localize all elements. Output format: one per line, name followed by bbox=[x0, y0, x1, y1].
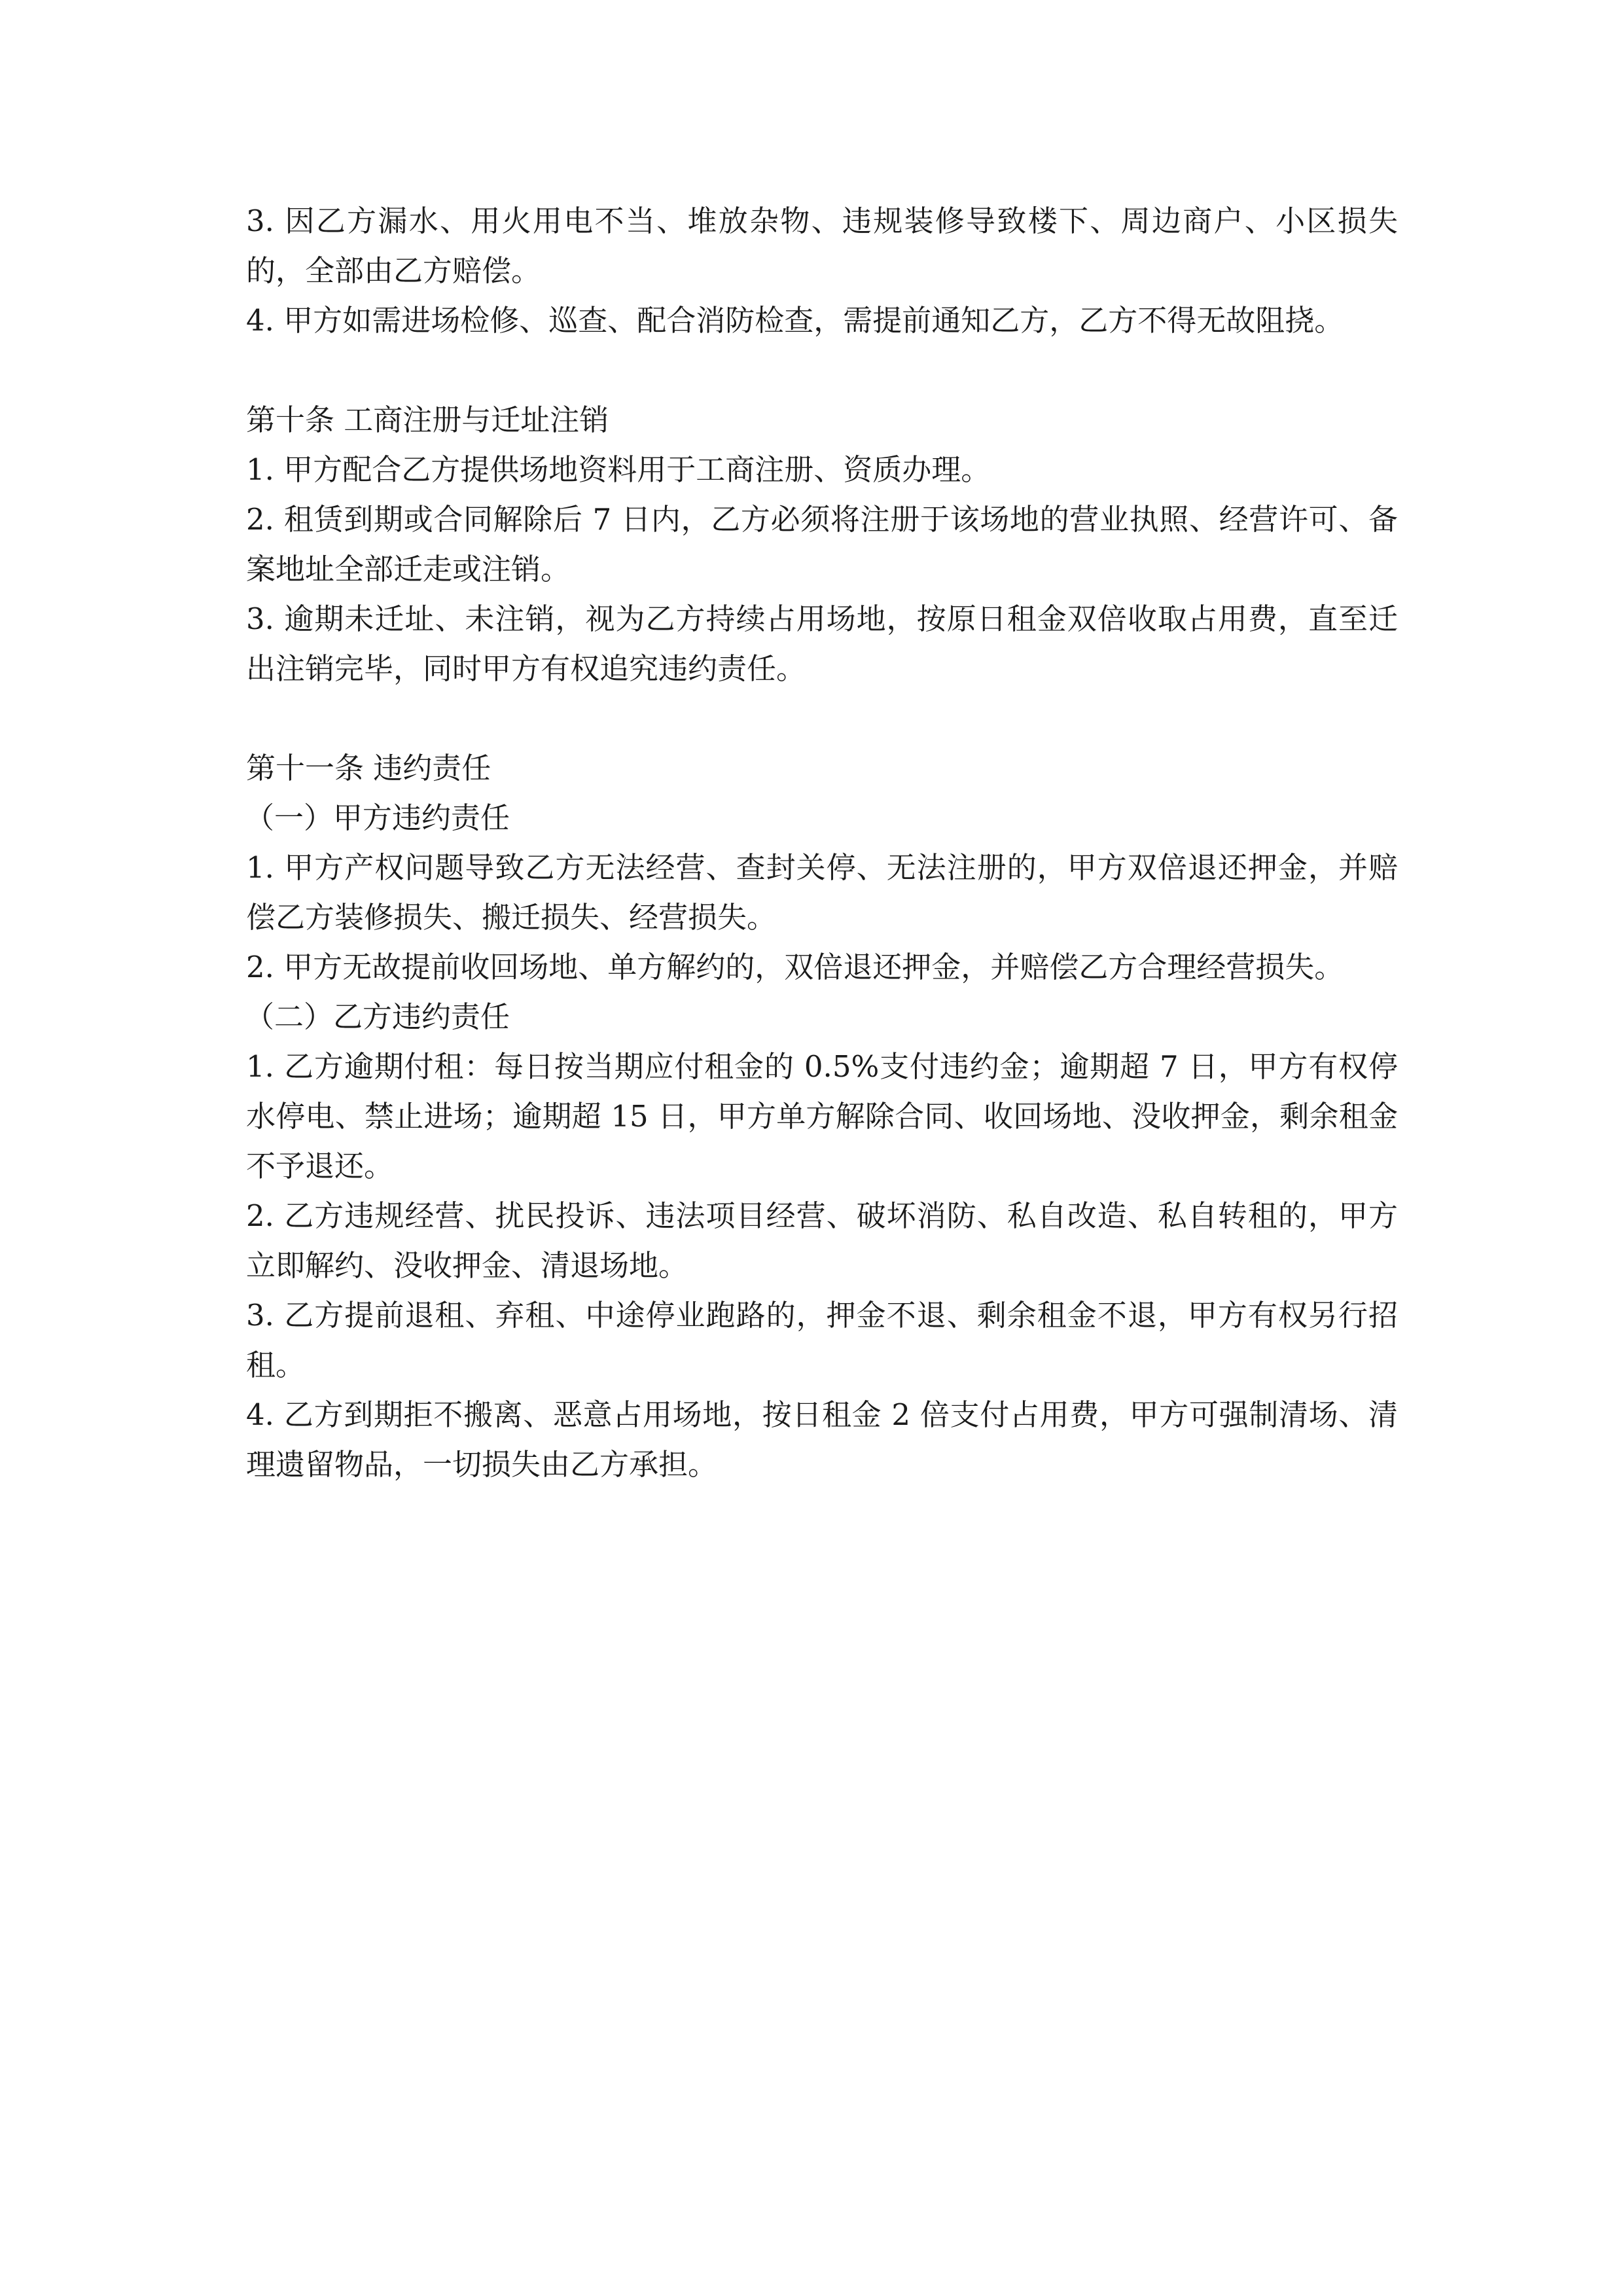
clause-paragraph: 1. 甲方配合乙方提供场地资料用于工商注册、资质办理。 bbox=[246, 452, 991, 487]
subsection-heading: （二）乙方违约责任 bbox=[245, 999, 510, 1034]
clause-paragraph: 3. 乙方提前退租、弃租、中途停业跑路的，押金不退、剩余租金不退，甲方有权另行招租。 bbox=[246, 1298, 1398, 1382]
contract-body bbox=[246, 196, 1398, 1490]
clause-paragraph: 2. 甲方无故提前收回场地、单方解约的，双倍退还押金，并赔偿乙方合理经营损失。 bbox=[246, 950, 1344, 984]
subsection-heading: （一）甲方违约责任 bbox=[245, 800, 510, 835]
clause-paragraph: 2. 租赁到期或合同解除后 7 日内，乙方必须将注册于该场地的营业执照、经营许可、备案地址全部迁走或注销。 bbox=[246, 502, 1398, 586]
clause-paragraph: 2. 乙方违规经营、扰民投诉、违法项目经营、破坏消防、私自改造、私自转租的，甲方立即解约、没收押金、清退场地。 bbox=[246, 1198, 1398, 1283]
clause-paragraph: 3. 逾期未迁址、未注销，视为乙方持续占用场地，按原日租金双倍收取占用费，直至迁出注销完毕，同时甲方有权追究违约责任。 bbox=[246, 601, 1398, 686]
clause-paragraph: 3. 因乙方漏水、用火用电不当、堆放杂物、违规装修导致楼下、周边商户、小区损失的，全部由乙方赔偿。 bbox=[246, 204, 1398, 288]
section-heading: 第十条 工商注册与迁址注销 bbox=[246, 403, 609, 437]
clause-paragraph: 4. 乙方到期拒不搬离、恶意占用场地，按日租金 2 倍支付占用费，甲方可强制清场、清理遗留物品，一切损失由乙方承担。 bbox=[246, 1397, 1398, 1482]
clause-paragraph: 4. 甲方如需进场检修、巡查、配合消防检查，需提前通知乙方，乙方不得无故阻挠。 bbox=[246, 303, 1344, 338]
clause-paragraph: 1. 甲方产权问题导致乙方无法经营、查封关停、无法注册的，甲方双倍退还押金，并赔偿乙方装修损失、搬迁损失、经营损失。 bbox=[246, 850, 1398, 935]
section-heading: 第十一条 违约责任 bbox=[246, 751, 491, 785]
clause-paragraph: 1. 乙方逾期付租：每日按当期应付租金的 0.5%支付违约金；逾期超 7 日，甲方有权停水停电、禁止进场；逾期超 15 日，甲方单方解除合同、收回场地、没收押金，剩余租金不予退还。 bbox=[246, 1049, 1398, 1183]
